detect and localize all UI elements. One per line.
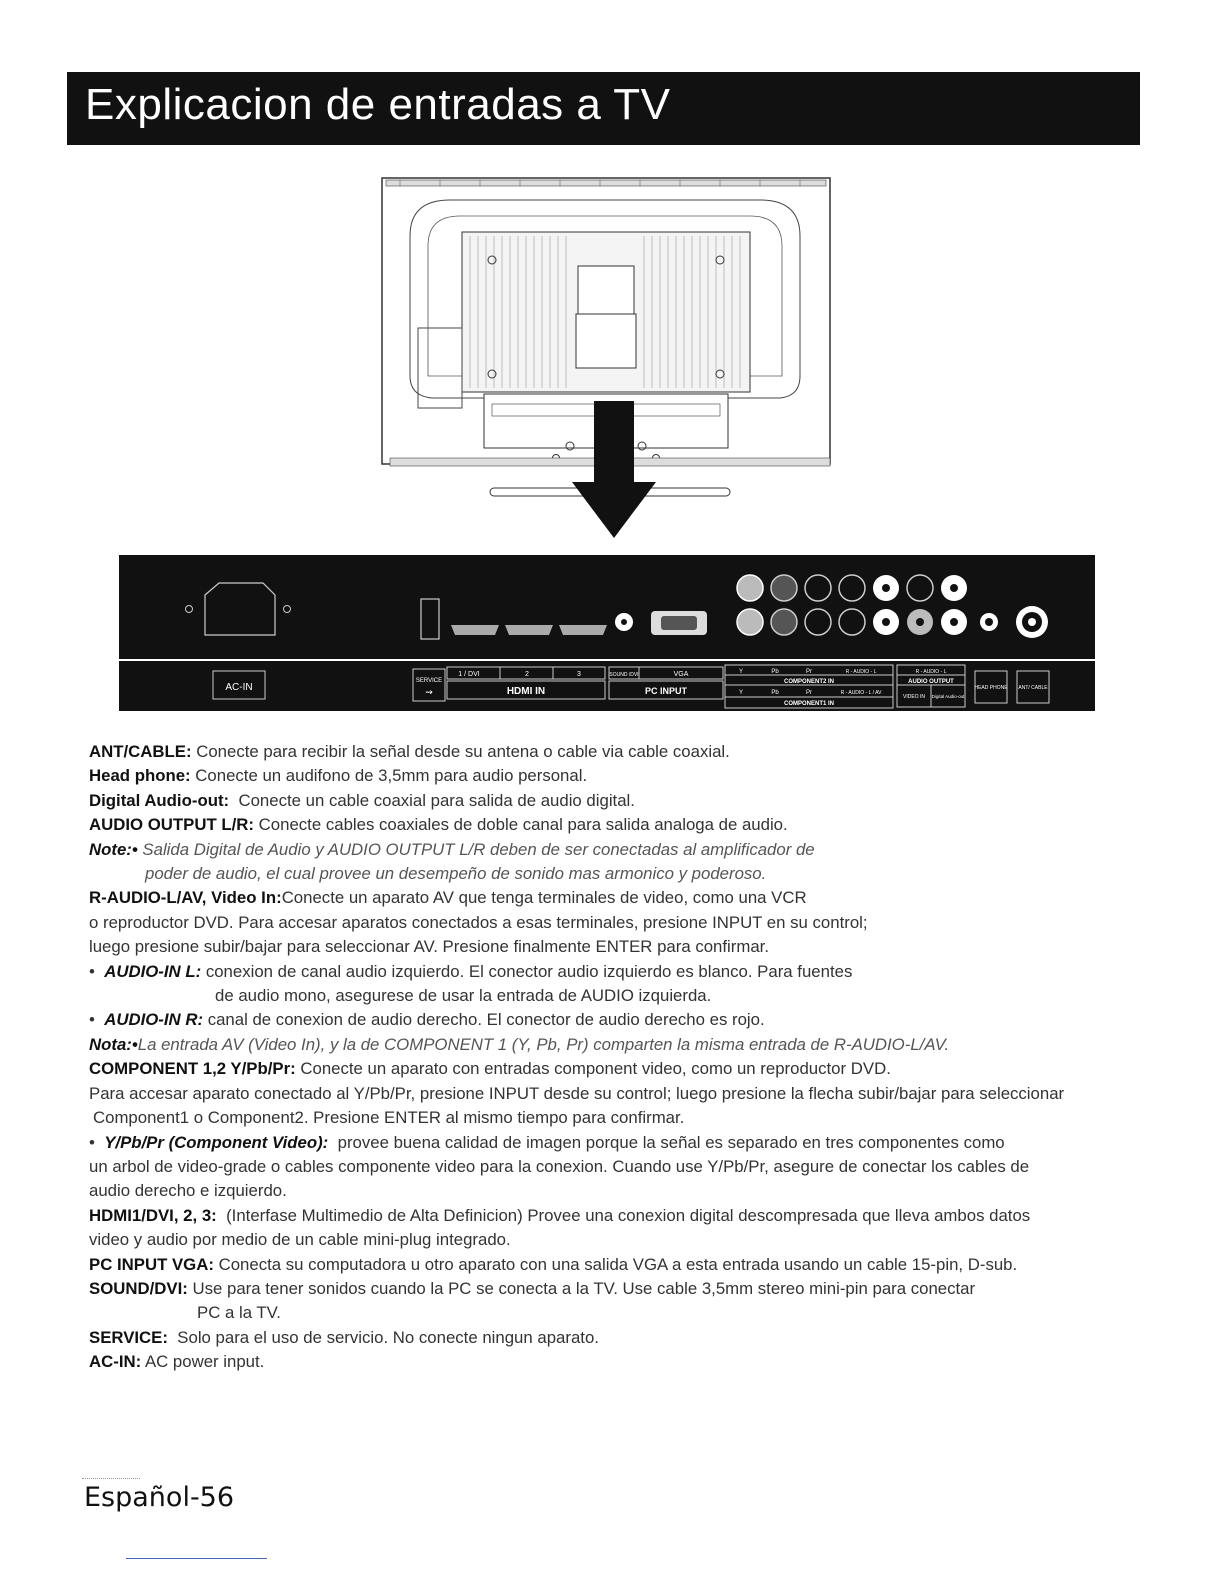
label-pb-2: Pb — [771, 669, 779, 675]
label-audio-output: AUDIO OUTPUT — [908, 679, 954, 685]
item-r-audio: R-AUDIO-L/AV, Video In:Conecte un aparato AV que tenga terminales de video, como una VCR — [89, 888, 807, 908]
item-sound-dvi-line2: PC a la TV. — [197, 1303, 281, 1323]
label-r-audio-l-av: R - AUDIO - L / AV — [840, 690, 882, 696]
label-service: SERVICE — [415, 678, 443, 684]
usb-icon: ⇝ — [425, 687, 433, 697]
note-2: Nota:•La entrada AV (Video In), y la de COMPONENT 1 (Y, Pb, Pr) comparten la misma entrada de R-AUDIO-L/AV. — [89, 1034, 950, 1054]
label-hdmi-2: 2 — [525, 671, 529, 678]
label-y-2: Y — [738, 669, 744, 675]
label-hdmi-in: HDMI IN — [506, 686, 546, 697]
label-pc-input: PC INPUT — [644, 686, 688, 696]
item-service: SERVICE: Solo para el uso de servicio. No conecte ningun aparato. — [89, 1327, 599, 1347]
label-vga: VGA — [673, 671, 689, 678]
label-r-audio-l-out: R - AUDIO - L — [915, 669, 947, 675]
item-component-line3: Component1 o Component2. Presione ENTER al mismo tiempo para confirmar. — [93, 1108, 685, 1128]
label-component2-in: COMPONENT2 IN — [783, 679, 835, 685]
label-ant-cable: ANT/ CABLE — [1018, 685, 1048, 691]
description-text — [89, 740, 1169, 1375]
label-pr-2: Pr — [806, 669, 812, 675]
item-sound-dvi: SOUND/DVI: Use para tener sonidos cuando la PC se conecta a la TV. Use cable 3,5mm stereo mini-pin para conectar — [89, 1278, 976, 1298]
label-digital-audio-out: Digital Audio-out — [931, 694, 965, 699]
item-ant-cable: ANT/CABLE: Conecte para recibir la señal desde su antena o cable via cable coaxial. — [89, 742, 730, 761]
bullet-audio-in-l-cont: de audio mono, asegurese de usar la entrada de AUDIO izquierda. — [215, 986, 712, 1006]
label-pr-1: Pr — [806, 690, 812, 696]
label-hdmi-3: 3 — [577, 671, 581, 678]
label-r-audio-l-2: R - AUDIO - L — [845, 669, 877, 675]
bottom-line — [126, 1558, 267, 1559]
note-1-cont: poder de audio, el cual provee un desempeño de sonido mas armonico y poderoso. — [145, 864, 767, 884]
item-digital-audio: Digital Audio-out: Conecte un cable coaxial para salida de audio digital. — [89, 790, 635, 810]
item-pc-vga: PC INPUT VGA: Conecta su computadora u otro aparato con una salida VGA a esta entrada usando un cable 15-pin, D-sub. — [89, 1254, 1018, 1274]
title-bar — [67, 72, 1140, 145]
label-component1-in: COMPONENT1 IN — [783, 701, 835, 707]
item-audio-output: AUDIO OUTPUT L/R: Conecte cables coaxiales de doble canal para salida analoga de audio. — [89, 815, 788, 835]
label-video-in: VIDEO IN — [903, 694, 925, 700]
note-1: Note:• Salida Digital de Audio y AUDIO OUTPUT L/R deben de ser conectadas al amplificador de — [89, 839, 815, 859]
item-hdmi-line2: video y audio por medio de un cable mini-plug integrado. — [89, 1230, 511, 1250]
item-component-line2: Para accesar aparato conectado al Y/Pb/Pr, presione INPUT desde su control; luego presione la flecha subir/bajar para seleccionar — [89, 1083, 1065, 1103]
label-hdmi-1dvi: 1 / DVI — [458, 671, 480, 678]
bullet-ypbpr-line2: un arbol de video-grade o cables componente video para la conexion. Cuando use Y/Pb/Pr, asegure de conectar los cables de — [89, 1156, 1030, 1176]
item-component: COMPONENT 1,2 Y/Pb/Pr: Conecte un aparato con entradas component video, como un reproductor DVD. — [89, 1059, 891, 1079]
item-r-audio-line2: o reproductor DVD. Para accesar aparatos conectados a esas terminales, presione INPUT en su control; — [89, 912, 868, 932]
page-title: Explicacion de entradas a TV — [85, 80, 671, 129]
item-hdmi: HDMI1/DVI, 2, 3: (Interfase Multimedio de Alta Definicion) Provee una conexion digital descompresada que lleva ambos datos — [89, 1205, 1031, 1225]
tv-rear-illustration — [380, 176, 842, 546]
label-sound-dvi: SOUND /DVI — [609, 672, 639, 678]
label-pb-1: Pb — [771, 690, 779, 696]
label-y-1: Y — [738, 690, 744, 696]
bullet-ypbpr-line3: audio derecho e izquierdo. — [89, 1181, 287, 1201]
item-r-audio-line3: luego presione subir/bajar para seleccionar AV. Presione finalmente ENTER para confirmar. — [89, 937, 769, 957]
page-number: Español-56 — [84, 1482, 235, 1513]
bullet-audio-in-l: • AUDIO-IN L: conexion de canal audio izquierdo. El conector audio izquierdo es blanco. Para fuentes — [89, 961, 853, 981]
bullet-audio-in-r: • AUDIO-IN R: canal de conexion de audio derecho. El conector de audio derecho es rojo. — [89, 1010, 765, 1030]
item-ac-in: AC-IN: AC power input. — [89, 1352, 265, 1372]
connector-panel — [119, 555, 1095, 711]
footer-rule — [82, 1478, 140, 1479]
label-ac-in: AC-IN — [225, 682, 253, 693]
label-head-phone: HEAD PHONE — [974, 685, 1008, 691]
item-head-phone: Head phone: Conecte un audifono de 3,5mm para audio personal. — [89, 766, 588, 786]
bullet-ypbpr: • Y/Pb/Pr (Component Video): provee buena calidad de imagen porque la señal es separado en tres componentes como — [89, 1132, 1005, 1152]
